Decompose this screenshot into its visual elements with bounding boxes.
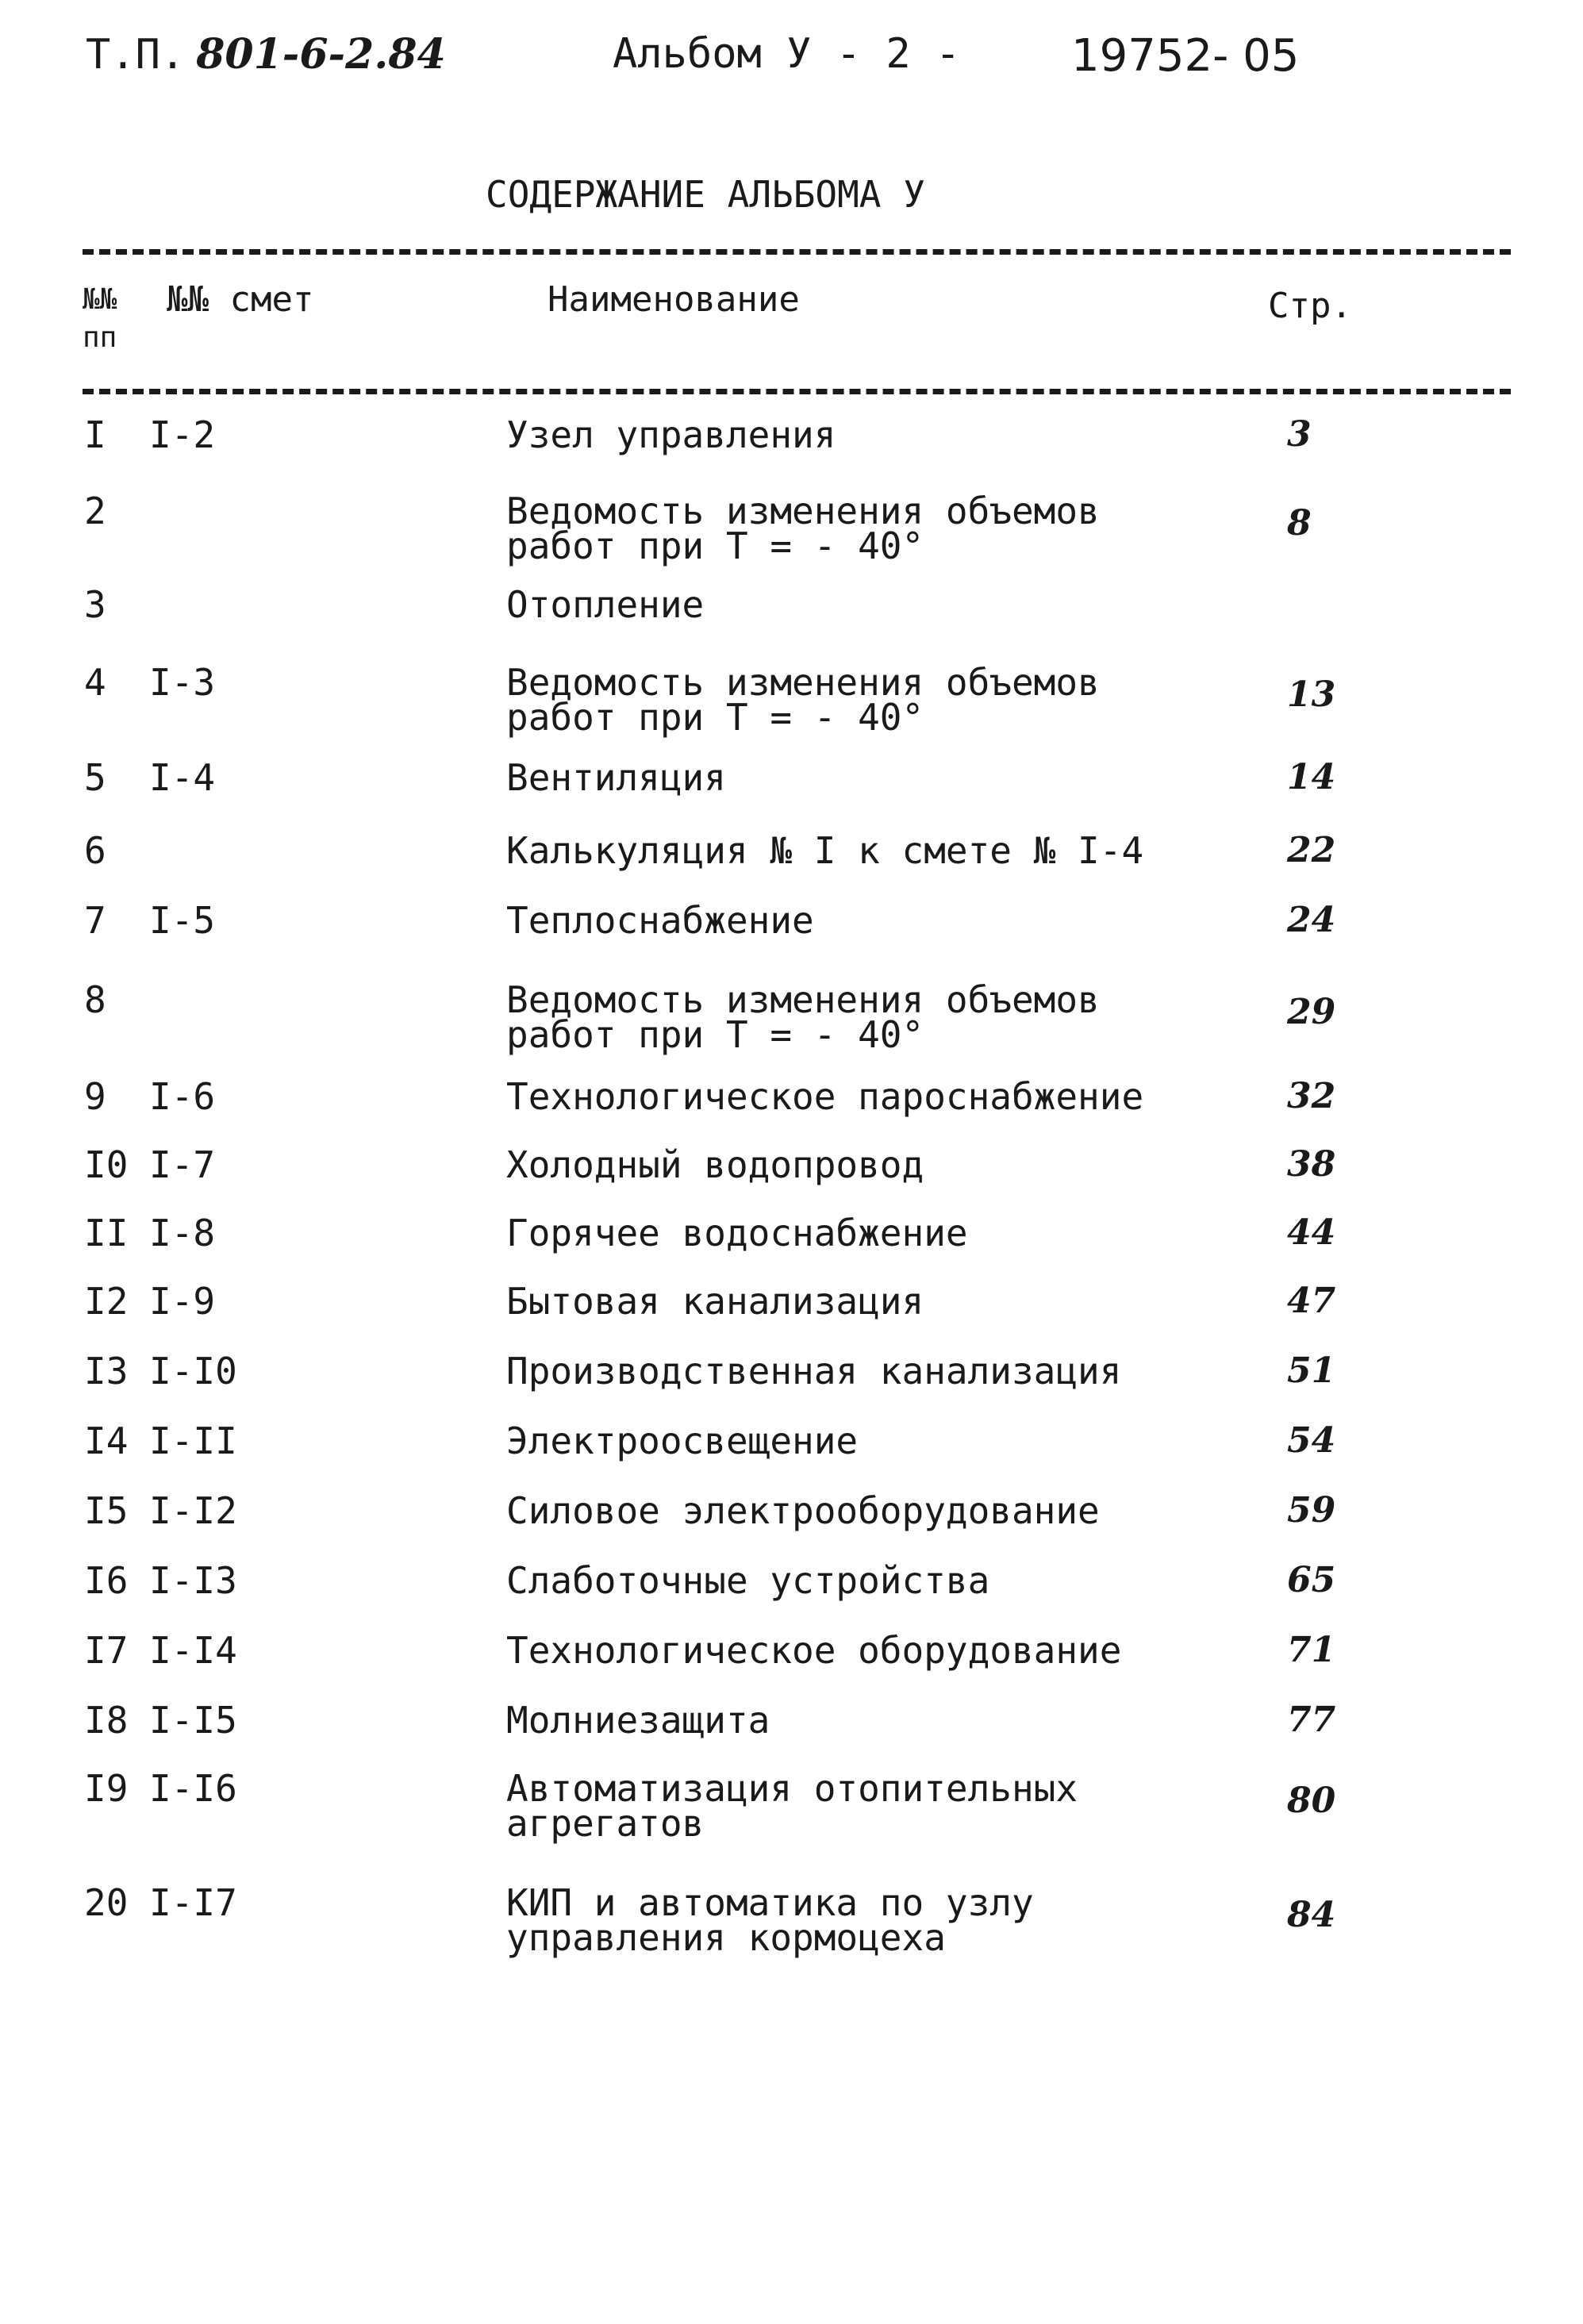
column-header-number bbox=[83, 282, 138, 355]
column-header-estimate: №№ смет bbox=[167, 279, 314, 320]
row-name-line: Калькуляция № I к смете № I-4 bbox=[506, 829, 1144, 872]
row-number: I5 bbox=[84, 1489, 129, 1532]
row-name-line: Вентиляция bbox=[506, 756, 726, 799]
column-header-page: Стр. bbox=[1268, 286, 1352, 326]
row-name-line: Узел управления bbox=[506, 413, 836, 456]
row-estimate: I-I4 bbox=[149, 1629, 237, 1672]
doc-number: 19752- 05 bbox=[1071, 30, 1300, 82]
row-page: 65 bbox=[1287, 1560, 1336, 1600]
row-name bbox=[506, 1629, 1205, 1672]
row-name-line: Слаботочные устройства bbox=[506, 1559, 990, 1602]
row-number: I4 bbox=[84, 1419, 129, 1462]
row-estimate: I-6 bbox=[149, 1075, 216, 1118]
row-number: I9 bbox=[84, 1767, 129, 1810]
row-name-line: Автоматизация отопительных bbox=[506, 1767, 1078, 1810]
row-number: 20 bbox=[84, 1881, 129, 1924]
row-name-line: Силовое электрооборудование bbox=[506, 1489, 1100, 1532]
row-page: 47 bbox=[1287, 1281, 1336, 1321]
row-page: 51 bbox=[1287, 1350, 1336, 1391]
row-name bbox=[506, 1075, 1205, 1118]
row-name bbox=[506, 413, 1205, 456]
row-number: I3 bbox=[84, 1350, 129, 1392]
row-estimate: I-7 bbox=[149, 1143, 216, 1186]
row-number: 4 bbox=[84, 661, 106, 704]
document-code bbox=[86, 30, 446, 79]
row-estimate: I-5 bbox=[149, 899, 216, 942]
row-page: 22 bbox=[1287, 830, 1336, 870]
row-name-line: Производственная канализация bbox=[506, 1350, 1122, 1392]
row-name-line: работ при Т = - 40° bbox=[506, 1013, 924, 1056]
row-name-line: Ведомость изменения объемов bbox=[506, 661, 1100, 704]
row-name bbox=[506, 1489, 1205, 1532]
row-number: 7 bbox=[84, 899, 106, 942]
row-estimate: I-I7 bbox=[149, 1881, 237, 1924]
row-number: 6 bbox=[84, 829, 106, 872]
row-name-line: Отопление bbox=[506, 583, 705, 626]
row-estimate: I-3 bbox=[149, 661, 216, 704]
row-number: I6 bbox=[84, 1559, 129, 1602]
row-name bbox=[506, 1280, 1205, 1323]
row-name bbox=[506, 1767, 1205, 1845]
row-page: 71 bbox=[1287, 1630, 1336, 1670]
row-name bbox=[506, 1559, 1205, 1602]
row-estimate: I-4 bbox=[149, 756, 216, 799]
row-name bbox=[506, 829, 1205, 872]
row-name-line: Ведомость изменения объемов bbox=[506, 978, 1100, 1021]
row-name-line: агрегатов bbox=[506, 1802, 705, 1845]
row-number: 8 bbox=[84, 978, 106, 1021]
row-page: 44 bbox=[1287, 1212, 1336, 1253]
row-number: 2 bbox=[84, 490, 106, 532]
row-number: I bbox=[84, 413, 106, 456]
row-page: 38 bbox=[1287, 1144, 1336, 1185]
row-name bbox=[506, 1143, 1205, 1186]
row-name bbox=[506, 1881, 1205, 1959]
row-number: I7 bbox=[84, 1629, 129, 1672]
row-page: 77 bbox=[1287, 1700, 1336, 1740]
dashed-rule-top bbox=[83, 249, 1511, 255]
row-estimate: I-I6 bbox=[149, 1767, 237, 1810]
row-estimate: I-I3 bbox=[149, 1559, 237, 1602]
row-page: 14 bbox=[1287, 757, 1336, 797]
row-number: I0 bbox=[84, 1143, 129, 1186]
row-number: 3 bbox=[84, 583, 106, 626]
tp-handwritten-number: 801-6-2.84 bbox=[196, 30, 446, 79]
row-name bbox=[506, 583, 1205, 626]
row-name-line: Холодный водопровод bbox=[506, 1143, 924, 1186]
row-name bbox=[506, 1419, 1205, 1462]
row-number: 5 bbox=[84, 756, 106, 799]
row-name-line: Технологическое пароснабжение bbox=[506, 1075, 1144, 1118]
row-name-line: Ведомость изменения объемов bbox=[506, 490, 1100, 532]
row-page: 80 bbox=[1287, 1780, 1336, 1821]
row-estimate: I-I5 bbox=[149, 1699, 237, 1742]
dashed-rule-header bbox=[83, 389, 1511, 394]
row-page: 84 bbox=[1287, 1895, 1336, 1935]
row-number: 9 bbox=[84, 1075, 106, 1118]
row-name-line: работ при Т = - 40° bbox=[506, 524, 924, 567]
row-estimate: I-I2 bbox=[149, 1489, 237, 1532]
row-number: II bbox=[84, 1212, 129, 1254]
row-number: I8 bbox=[84, 1699, 129, 1742]
row-name-line: Электроосвещение bbox=[506, 1419, 859, 1462]
row-name-line: Горячее водоснабжение bbox=[506, 1212, 968, 1254]
row-name-line: КИП и автоматика по узлу bbox=[506, 1881, 1034, 1924]
row-name-line: работ при Т = - 40° bbox=[506, 696, 924, 739]
row-name bbox=[506, 661, 1205, 739]
row-page: 3 bbox=[1287, 414, 1312, 455]
row-page: 8 bbox=[1287, 503, 1312, 544]
row-number: I2 bbox=[84, 1280, 129, 1323]
row-name bbox=[506, 1699, 1205, 1742]
row-name-line: управления кормоцеха bbox=[506, 1916, 946, 1959]
row-name bbox=[506, 490, 1205, 567]
row-estimate: I-8 bbox=[149, 1212, 216, 1254]
column-header-number-line2: пп bbox=[83, 321, 117, 354]
page-title: СОДЕРЖАНИЕ АЛЬБОМА У bbox=[486, 173, 925, 216]
row-page: 54 bbox=[1287, 1420, 1336, 1461]
row-name bbox=[506, 1212, 1205, 1254]
column-header-name: Наименование bbox=[548, 279, 800, 320]
row-page: 29 bbox=[1287, 992, 1336, 1032]
row-page: 24 bbox=[1287, 900, 1336, 940]
row-name bbox=[506, 1350, 1205, 1392]
album-label: Альбом У - 2 - bbox=[613, 30, 961, 78]
row-page: 13 bbox=[1287, 674, 1336, 715]
row-name-line: Бытовая канализация bbox=[506, 1280, 924, 1323]
row-name-line: Теплоснабжение bbox=[506, 899, 814, 942]
tp-label: Т.П. bbox=[86, 31, 186, 79]
row-estimate: I-2 bbox=[149, 413, 216, 456]
row-name bbox=[506, 978, 1205, 1056]
row-page: 32 bbox=[1287, 1076, 1336, 1116]
row-page: 59 bbox=[1287, 1490, 1336, 1531]
row-name-line: Технологическое оборудование bbox=[506, 1629, 1122, 1672]
row-name bbox=[506, 899, 1205, 942]
row-estimate: I-9 bbox=[149, 1280, 216, 1323]
row-estimate: I-II bbox=[149, 1419, 237, 1462]
row-name bbox=[506, 756, 1205, 799]
column-header-number-line1: №№ bbox=[83, 283, 117, 316]
row-estimate: I-I0 bbox=[149, 1350, 237, 1392]
row-name-line: Молниезащита bbox=[506, 1699, 770, 1742]
